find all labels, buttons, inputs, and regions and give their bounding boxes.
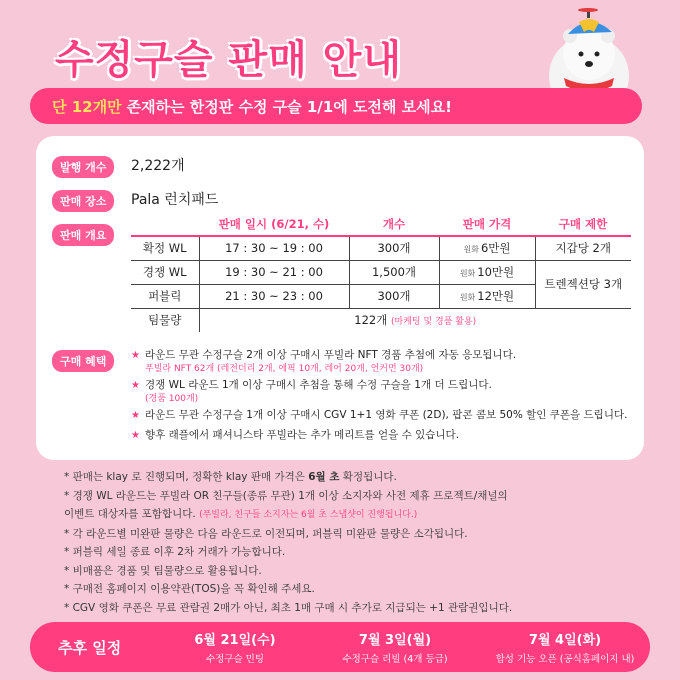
- header-count: 개수: [349, 212, 439, 236]
- header-limit: 구매 제한: [535, 212, 631, 236]
- list-item: ★ 향후 래플에서 패셔니스타 푸빌라는 추가 메리트를 얻을 수 있습니다.: [131, 428, 636, 443]
- subtitle-highlight: 단 12개만: [52, 97, 122, 116]
- note-line: * 판매는 klay 로 진행되며, 정확한 klay 판매 가격은 6월 초 확정됩니다.: [64, 471, 397, 483]
- note-line: * 구매전 홈페이지 이용약관(TOS)을 꼭 확인해 주세요.: [64, 583, 315, 595]
- list-item-sub: (경품 100개): [145, 394, 199, 404]
- note-line: * 경쟁 WL 라운드는 푸빌라 OR 친구들(종류 무관) 1개 이상 소지자와 사전 제휴 프로젝트/채널의: [64, 489, 508, 502]
- row-price: 원화 10만원: [439, 260, 535, 284]
- header-time: 판매 일시 (6/21, 수): [199, 212, 349, 236]
- sales-table: [131, 212, 631, 332]
- row-team-count: 122개 (마케팅 및 경품 활용): [199, 308, 631, 332]
- schedule-label: 추후 일정: [58, 639, 122, 657]
- header-price: 판매 가격: [439, 212, 535, 236]
- list-item: ★ 라운드 무관 수정구슬 1개 이상 구매시 CGV 1+1 영화 쿠폰 (2D), 팝콘 콤보 50% 할인 쿠폰을 드립니다.: [131, 408, 636, 423]
- note-line: * 비매품은 경품 및 팀물량으로 활용됩니다.: [64, 564, 262, 577]
- row-limit: 트렌젝션당 3개: [535, 260, 631, 308]
- schedule-item: 7월 3일(월) 수정구슬 리빌 (4개 등급): [342, 633, 448, 665]
- list-item-sub: 푸빌라 NFT 62개 (레전더리 2개, 에픽 10개, 레어 20개, 언커먼 30개): [145, 364, 424, 374]
- row-time: 21 : 30 ~ 23 : 00: [199, 284, 349, 308]
- schedule-item: 7월 4일(화) 합성 기능 오픈 (공식홈페이지 내): [495, 633, 635, 665]
- row-price: 원화 12만원: [439, 284, 535, 308]
- row-price: 원화 6만원: [439, 236, 535, 260]
- list-item: ★ 경쟁 WL 라운드 1개 이상 구매시 추첨을 통해 수정 구슬을 1개 더 드립니다.: [131, 378, 636, 393]
- row-name: 경쟁 WL: [131, 260, 199, 284]
- notes-section: [64, 468, 644, 617]
- table-row: [131, 236, 631, 260]
- note-line: 이벤트 대상자를 포함합니다. (푸빌라, 친구들 소지자는 6월 초 스냅샷이 진행됩니다.): [64, 508, 418, 520]
- place-value: Pala 런치패드: [131, 192, 219, 208]
- row-time: 19 : 30 ~ 21 : 00: [199, 260, 349, 284]
- row-time: 17 : 30 ~ 19 : 00: [199, 236, 349, 260]
- row-count: 1,500개: [349, 260, 439, 284]
- subtitle-text: 존재하는 한정판 수정 구슬 1/1에 도전해 보세요!: [126, 97, 452, 116]
- overview-label: 판매 개요: [52, 224, 114, 246]
- issue-label: 발행 개수: [52, 156, 114, 178]
- schedule-bar: [30, 622, 650, 672]
- benefit-label: 구매 혜택: [52, 350, 114, 372]
- note-line: * 각 라운드별 미완판 물량은 다음 라운드로 이전되며, 퍼블릭 미완판 물량은 소각됩니다.: [64, 527, 468, 540]
- schedule-item: 6월 21일(수) 수정구슬 민팅: [194, 633, 276, 665]
- row-count: 300개: [349, 236, 439, 260]
- table-row: [131, 308, 631, 332]
- row-count: 300개: [349, 284, 439, 308]
- table-row: [131, 260, 631, 284]
- info-card: [36, 136, 644, 460]
- row-name: 퍼블릭: [131, 284, 199, 308]
- note-line: * 퍼블릭 세일 종료 이후 2차 거래가 가능합니다.: [64, 546, 286, 558]
- issue-value: 2,222개: [131, 158, 185, 174]
- row-name: 확정 WL: [131, 236, 199, 260]
- row-limit: 지갑당 2개: [535, 236, 631, 260]
- subtitle-bar: [30, 88, 642, 124]
- row-name: 팀물량: [148, 313, 182, 328]
- table-header-row: [131, 212, 631, 236]
- note-line: * CGV 영화 쿠폰은 무료 관람권 2매가 아닌, 최초 1매 구매 시 추가로 지급되는 +1 관람권입니다.: [64, 601, 513, 614]
- benefit-list: [131, 348, 636, 443]
- page-title: 수정구슬 판매 안내: [55, 37, 402, 83]
- place-label: 판매 장소: [52, 190, 114, 212]
- list-item: ★ 라운드 무관 수정구슬 2개 이상 구매시 푸빌라 NFT 경품 추첨에 자동 응모됩니다.: [131, 348, 636, 363]
